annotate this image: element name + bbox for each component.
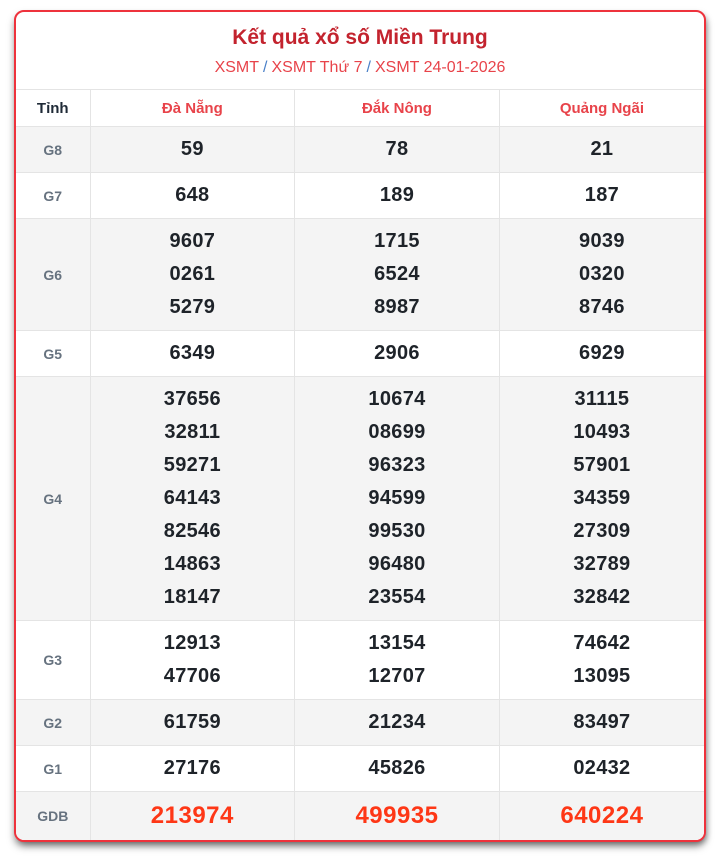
prize-label: G3	[16, 621, 90, 700]
column-header-da-nang[interactable]: Đà Nẵng	[90, 90, 295, 127]
result-number: 213974	[150, 802, 234, 829]
prize-label: G6	[16, 219, 90, 331]
result-number: 10674	[368, 388, 426, 410]
result-number: 32842	[573, 586, 631, 608]
result-number: 64143	[163, 487, 221, 509]
result-number: 12913	[163, 632, 221, 654]
prize-label: G1	[16, 746, 90, 792]
breadcrumb	[24, 58, 696, 77]
result-number: 5279	[169, 296, 216, 318]
result-number: 21	[590, 138, 614, 160]
prize-label: G5	[16, 331, 90, 377]
result-cell	[90, 746, 295, 792]
result-number: 59271	[163, 454, 221, 476]
results-card	[14, 10, 706, 842]
result-cell	[295, 377, 500, 621]
result-cell	[499, 792, 704, 841]
result-number: 10493	[573, 421, 631, 443]
result-number: 6524	[374, 263, 420, 285]
prize-row-g7	[16, 173, 704, 219]
prize-label: G2	[16, 700, 90, 746]
result-number: 02432	[573, 757, 631, 779]
result-cell	[295, 700, 500, 746]
breadcrumb-separator: /	[263, 59, 268, 76]
result-number: 08699	[368, 421, 426, 443]
breadcrumb-link-xsmt[interactable]: XSMT	[214, 59, 260, 76]
card-header	[16, 12, 704, 89]
result-number: 2906	[374, 342, 420, 364]
result-cell	[90, 700, 295, 746]
result-number: 78	[385, 138, 409, 160]
result-number: 21234	[368, 711, 426, 733]
result-number: 13154	[368, 632, 426, 654]
breadcrumb-link-xsmt-thu-7[interactable]: XSMT Thứ 7	[271, 59, 363, 76]
result-cell	[90, 792, 295, 841]
results-tbody	[16, 127, 704, 841]
result-number: 47706	[163, 665, 221, 687]
result-cell	[295, 173, 500, 219]
result-number: 32811	[164, 421, 221, 443]
column-header-quang-ngai[interactable]: Quảng Ngãi	[499, 90, 704, 127]
result-number: 31115	[574, 388, 630, 410]
breadcrumb-separator: /	[366, 59, 371, 76]
result-cell	[295, 621, 500, 700]
result-cell	[499, 331, 704, 377]
result-cell	[499, 377, 704, 621]
column-header-tinh: Tỉnh	[16, 90, 90, 127]
prize-row-g4	[16, 377, 704, 621]
result-number: 8987	[374, 296, 420, 318]
column-header-dak-nong[interactable]: Đắk Nông	[295, 90, 500, 127]
prize-row-g8	[16, 127, 704, 173]
result-number: 45826	[368, 757, 426, 779]
breadcrumb-link-xsmt-date[interactable]: XSMT 24-01-2026	[374, 59, 506, 76]
result-number: 6929	[579, 342, 625, 364]
prize-row-gdb	[16, 792, 704, 841]
result-cell	[295, 219, 500, 331]
result-number: 18147	[163, 586, 221, 608]
result-cell	[90, 621, 295, 700]
result-number: 12707	[368, 665, 426, 687]
result-cell	[295, 792, 500, 841]
result-number: 74642	[573, 632, 631, 654]
result-number: 96480	[368, 553, 426, 575]
results-table-head	[16, 90, 704, 127]
result-number: 83497	[573, 711, 631, 733]
result-number: 32789	[573, 553, 631, 575]
result-number: 499935	[355, 802, 439, 829]
result-cell	[90, 127, 295, 173]
result-number: 648	[175, 184, 210, 206]
result-number: 23554	[368, 586, 426, 608]
result-number: 0320	[579, 263, 625, 285]
result-number: 82546	[163, 520, 221, 542]
result-cell	[90, 219, 295, 331]
result-number: 14863	[163, 553, 221, 575]
result-cell	[499, 219, 704, 331]
result-cell	[499, 621, 704, 700]
result-number: 13095	[573, 665, 631, 687]
result-number: 0261	[169, 263, 216, 285]
results-table	[16, 89, 704, 840]
result-cell	[295, 127, 500, 173]
result-cell	[90, 331, 295, 377]
prize-label: G7	[16, 173, 90, 219]
prize-row-g1	[16, 746, 704, 792]
prize-row-g3	[16, 621, 704, 700]
result-cell	[499, 127, 704, 173]
result-number: 94599	[368, 487, 426, 509]
result-number: 640224	[560, 802, 644, 829]
result-number: 61759	[163, 711, 221, 733]
prize-label: G4	[16, 377, 90, 621]
result-cell	[499, 700, 704, 746]
result-number: 27176	[163, 757, 221, 779]
prize-row-g5	[16, 331, 704, 377]
result-number: 9607	[169, 230, 216, 252]
result-cell	[499, 173, 704, 219]
result-number: 6349	[169, 342, 216, 364]
result-number: 187	[584, 184, 620, 206]
result-cell	[295, 331, 500, 377]
result-number: 1715	[374, 230, 420, 252]
result-cell	[499, 746, 704, 792]
prize-row-g2	[16, 700, 704, 746]
page-title: Kết quả xổ số Miền Trung	[232, 26, 488, 49]
result-number: 27309	[573, 520, 631, 542]
result-number: 57901	[573, 454, 631, 476]
table-header-row	[16, 90, 704, 127]
result-cell	[295, 746, 500, 792]
result-number: 99530	[368, 520, 426, 542]
result-number: 96323	[368, 454, 426, 476]
result-number: 189	[379, 184, 415, 206]
result-number: 37656	[163, 388, 221, 410]
result-number: 8746	[579, 296, 625, 318]
prize-label: GDB	[16, 792, 90, 841]
result-cell	[90, 173, 295, 219]
result-number: 34359	[573, 487, 631, 509]
prize-label: G8	[16, 127, 90, 173]
result-number: 9039	[579, 230, 625, 252]
result-cell	[90, 377, 295, 621]
result-number: 59	[180, 138, 204, 160]
prize-row-g6	[16, 219, 704, 331]
